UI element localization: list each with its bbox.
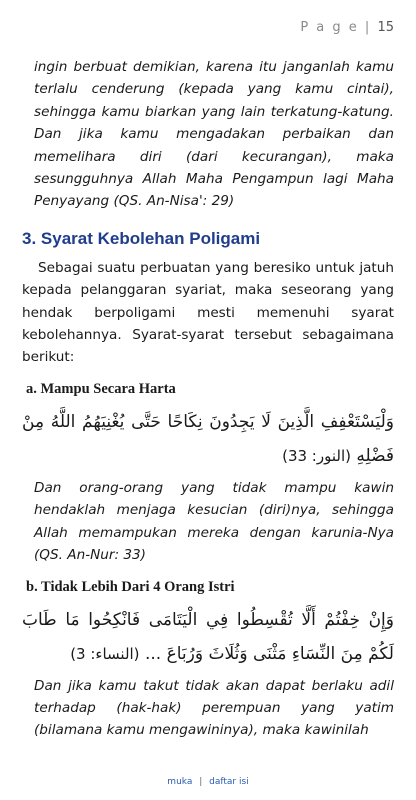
- page-label: P a g e: [300, 20, 359, 35]
- page-number: 15: [377, 20, 394, 35]
- arabic-verse-a-ref: (النور: 33): [282, 446, 351, 465]
- arabic-verse-b-ref: (النساء: 3): [70, 644, 140, 663]
- page-content: [0, 56, 416, 742]
- translation-b: Dan jika kamu takut tidak akan dapat berlaku adil terhadap (hak-hak) perempuan yang yatim (bilamana kamu mengawininya), maka kawinilah: [34, 677, 394, 739]
- page-footer: [0, 777, 416, 787]
- quote-continuation: ingin berbuat demikian, karena itu janganlah kamu terlalu cenderung (kepada yang kamu cintai), sehingga kamu biarkan yang lain terkatung-katung. Dan jika kamu mengadakan perbaikan dan memelihara diri (dari kecurangan), maka sesungguhnya Allah Maha Pengampun lagi Maha Penyayang (QS. An-Nisa': 29): [34, 59, 394, 210]
- arabic-verse-b-text: وَإِنْ خِفْتُمْ أَلَّا تُقْسِطُوا فِي الْيَتَامَى فَانْكِحُوا مَا طَابَ لَكُمْ مِنَ النِّسَاءِ مَثْنَى وَثُلَاثَ وَرُبَاعَ ...: [22, 609, 394, 664]
- intro-paragraph: Sebagai suatu perbuatan yang beresiko untuk jatuh kepada pelanggaran syariat, maka seseorang yang hendak berpoligami mesti memenuhi syarat kebolehannya. Syarat-syarat tersebut sebagaimana berikut:: [22, 259, 394, 366]
- subheading-a: a. Mampu Secara Harta: [26, 380, 176, 397]
- page-header: [300, 20, 394, 35]
- arabic-verse-a-text: وَلْيَسْتَعْفِفِ الَّذِينَ لَا يَجِدُونَ نِكَاحًا حَتَّى يُغْنِيَهُمُ اللَّهُ مِنْ فَضْلِهِ: [22, 411, 394, 466]
- footer-separator: |: [199, 777, 203, 787]
- section-heading: 3. Syarat Kebolehan Poligami: [22, 228, 261, 248]
- toc-link[interactable]: daftar isi: [209, 777, 249, 787]
- home-link[interactable]: muka: [167, 777, 193, 787]
- arabic-verse-a: [22, 405, 394, 473]
- translation-a: Dan orang-orang yang tidak mampu kawin hendaklah menjaga kesucian (diri)nya, sehingga Allah memampukan mereka dengan karunia-Nya (QS. An-Nur: 33): [34, 479, 394, 564]
- page-separator: |: [364, 20, 372, 35]
- subheading-b: b. Tidak Lebih Dari 4 Orang Istri: [26, 578, 235, 595]
- arabic-verse-b: [22, 603, 394, 671]
